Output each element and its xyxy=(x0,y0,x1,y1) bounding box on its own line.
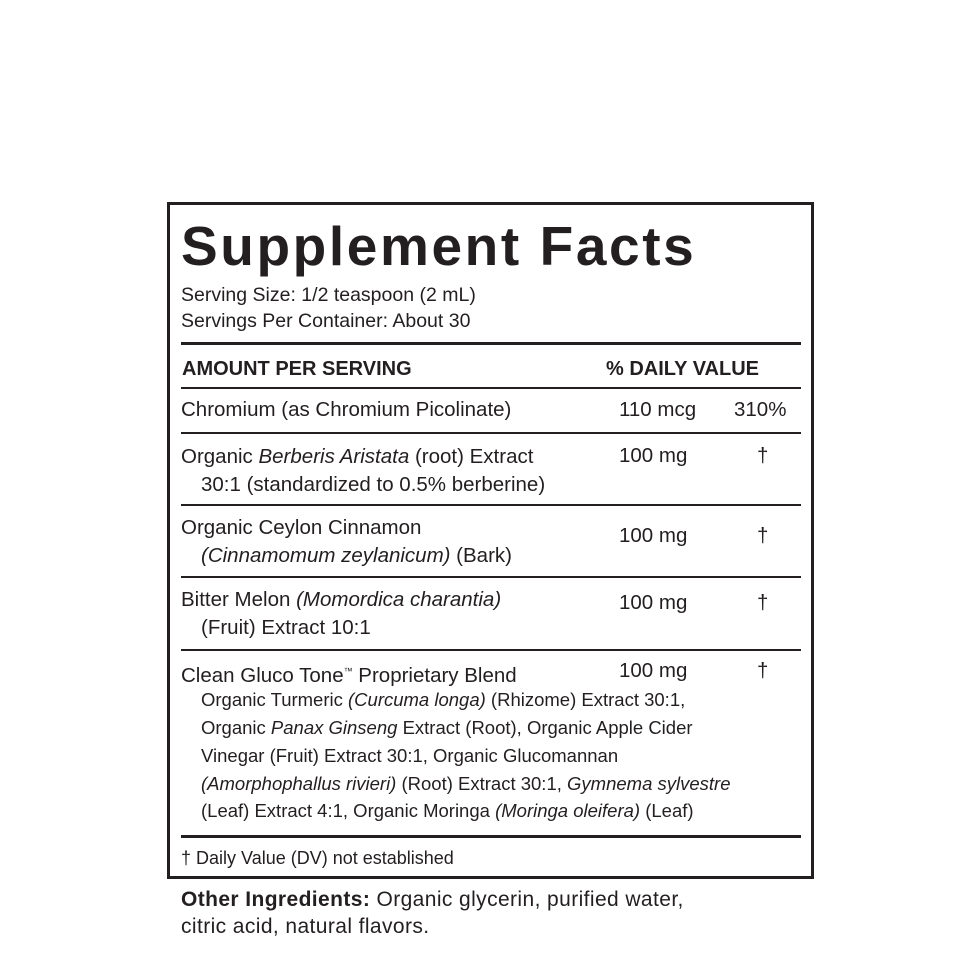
nutrient-amount: 100 mg xyxy=(619,444,688,467)
nutrient-name-continued: (Fruit) Extract 10:1 xyxy=(201,616,371,639)
latin-name: Gymnema sylvestre xyxy=(567,773,731,794)
name-part: (root) Extract xyxy=(409,445,534,468)
divider-thick xyxy=(181,835,801,838)
latin-name: (Curcuma longa) xyxy=(348,689,486,710)
name-part: Organic xyxy=(181,445,259,468)
trademark-symbol: ™ xyxy=(343,666,353,676)
panel-title: Supplement Facts xyxy=(181,215,697,277)
latin-name: (Moringa oleifera) xyxy=(495,800,641,821)
name-part: Proprietary Blend xyxy=(352,663,517,687)
header-daily-value: % DAILY VALUE xyxy=(606,358,759,380)
divider xyxy=(181,576,801,578)
nutrient-daily-value: † xyxy=(757,524,769,547)
servings-per-container: Servings Per Container: About 30 xyxy=(181,310,471,332)
blend-ingredient-line xyxy=(201,716,693,740)
nutrient-amount: 100 mg xyxy=(619,591,688,614)
blend-name xyxy=(181,658,517,689)
nutrient-amount: 100 mg xyxy=(619,524,688,547)
text: (Leaf) xyxy=(640,800,694,821)
latin-name: Panax Ginseng xyxy=(270,717,398,738)
serving-size: Serving Size: 1/2 teaspoon (2 mL) xyxy=(181,284,476,306)
nutrient-name: Organic Ceylon Cinnamon xyxy=(181,516,422,539)
divider xyxy=(181,504,801,506)
nutrient-daily-value: † xyxy=(757,659,769,682)
nutrient-name xyxy=(181,587,501,613)
name-part: (Bark) xyxy=(450,544,512,567)
nutrient-daily-value: † xyxy=(757,444,769,467)
other-ingredients-text-continued: citric acid, natural flavors. xyxy=(181,915,430,938)
nutrient-name-continued: 30:1 (standardized to 0.5% berberine) xyxy=(201,473,546,496)
latin-name: (Amorphophallus rivieri) xyxy=(201,773,397,794)
blend-ingredient-line xyxy=(201,799,694,823)
nutrient-name-continued xyxy=(201,543,512,569)
latin-name: Berberis Aristata xyxy=(258,445,410,468)
other-ingredients xyxy=(181,887,684,913)
divider xyxy=(181,649,801,651)
text: (Root) Extract 30:1, xyxy=(396,773,568,794)
latin-name: (Momordica charantia) xyxy=(296,588,502,611)
text: (Leaf) Extract 4:1, Organic Moringa xyxy=(201,800,496,821)
nutrient-amount: 100 mg xyxy=(619,659,688,682)
nutrient-daily-value: 310% xyxy=(734,398,787,421)
nutrient-amount: 110 mcg xyxy=(619,398,697,421)
name-part: Clean Gluco Tone xyxy=(181,663,344,687)
footnote: † Daily Value (DV) not established xyxy=(181,848,454,868)
other-ingredients-text: Organic glycerin, purified water, xyxy=(370,888,684,911)
text: Organic Turmeric xyxy=(201,689,349,710)
other-ingredients-label: Other Ingredients: xyxy=(181,888,371,911)
blend-ingredient-line xyxy=(201,772,731,796)
latin-name: (Cinnamomum zeylanicum) xyxy=(201,544,451,567)
nutrient-daily-value: † xyxy=(757,591,769,614)
blend-ingredient-line: Vinegar (Fruit) Extract 30:1, Organic Glucomannan xyxy=(201,745,619,766)
header-amount-per-serving: AMOUNT PER SERVING xyxy=(182,358,412,380)
divider xyxy=(181,432,801,434)
name-part: Bitter Melon xyxy=(181,588,297,611)
blend-ingredient-line xyxy=(201,688,685,712)
text: (Rhizome) Extract 30:1, xyxy=(485,689,686,710)
text: Extract (Root), Organic Apple Cider xyxy=(397,717,693,738)
nutrient-name xyxy=(181,444,533,470)
divider xyxy=(181,387,801,389)
nutrient-name: Chromium (as Chromium Picolinate) xyxy=(181,398,512,421)
text: Organic xyxy=(201,717,271,738)
divider-thick xyxy=(181,342,801,345)
